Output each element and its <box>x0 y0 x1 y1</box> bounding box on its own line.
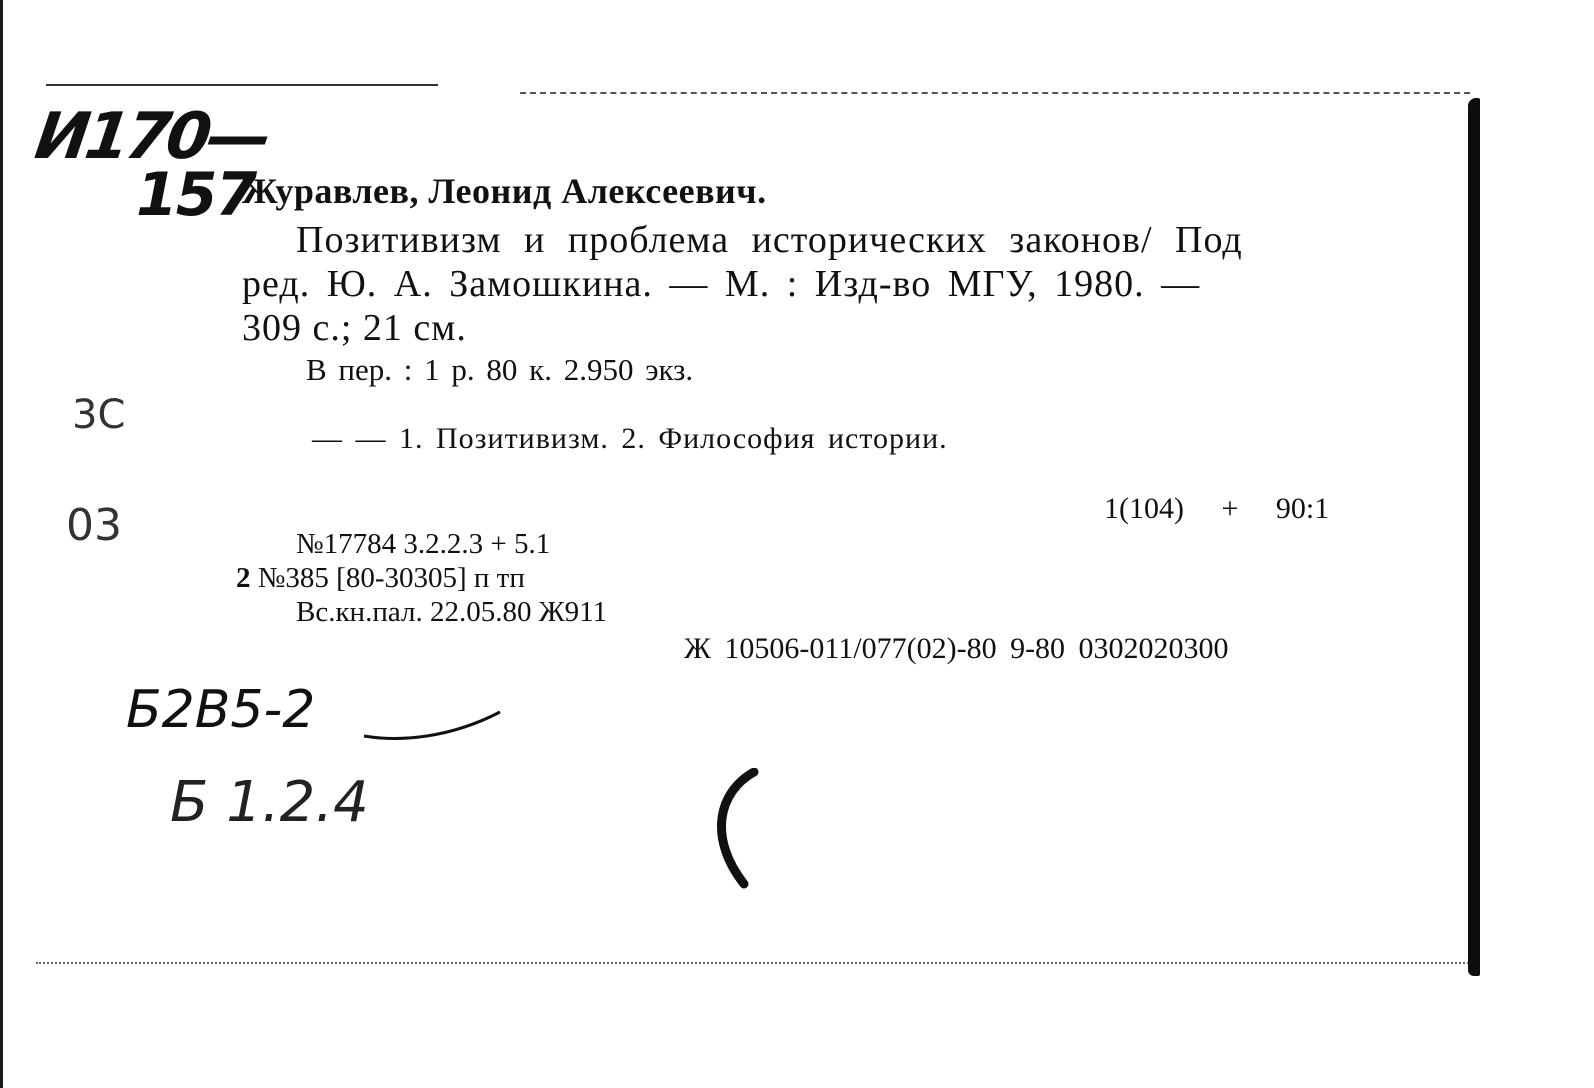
entry-title-line-2: ред. Ю. А. Замошкина. — М. : Изд-во МГУ, 1980. — <box>242 263 1201 305</box>
entry-accession-2-number: 2 <box>236 562 251 594</box>
card-top-rule-left <box>46 84 438 86</box>
card-bottom-rule <box>36 962 1476 964</box>
bracket-mark <box>700 768 760 898</box>
card-top-rule-right <box>520 92 1470 94</box>
entry-title-line-1: Позитивизм и проблема исторических законов/ Под <box>296 219 1243 261</box>
entry-price-line: В пер. : 1 р. 80 к. 2.950 экз. <box>306 352 694 387</box>
entry-code-line: Ж 10506-011/077(02)-80 9-80 0302020300 <box>684 632 1229 665</box>
card-right-edge <box>1468 98 1480 976</box>
handwritten-call-number-bottom: 157 <box>136 160 256 230</box>
handwritten-note-1: 3С <box>72 392 126 438</box>
entry-classification: 1(104) + 90:1 <box>1104 492 1330 525</box>
entry-title-line-3: 309 с.; 21 см. <box>242 307 467 349</box>
handwritten-note-3: Б2В5-2 <box>126 680 316 740</box>
entry-subjects: — — 1. Позитивизм. 2. Философия истории. <box>312 422 948 455</box>
handwritten-note-4: Б 1.2.4 <box>170 770 369 835</box>
scan-left-edge <box>0 0 3 1088</box>
entry-accession-2-rest: №385 [80-30305] п тп <box>257 562 525 594</box>
handwritten-call-number-top: И170— <box>30 100 273 174</box>
handwritten-note-2: 03 <box>66 500 122 551</box>
entry-author: Журавлев, Леонид Алексеевич. <box>242 171 767 211</box>
handwritten-underline-stroke <box>360 706 510 746</box>
entry-accession-2 <box>236 562 525 595</box>
entry-accession-3: Вс.кн.пал. 22.05.80 Ж911 <box>296 596 608 628</box>
entry-accession-1: №17784 3.2.2.3 + 5.1 <box>296 528 551 560</box>
